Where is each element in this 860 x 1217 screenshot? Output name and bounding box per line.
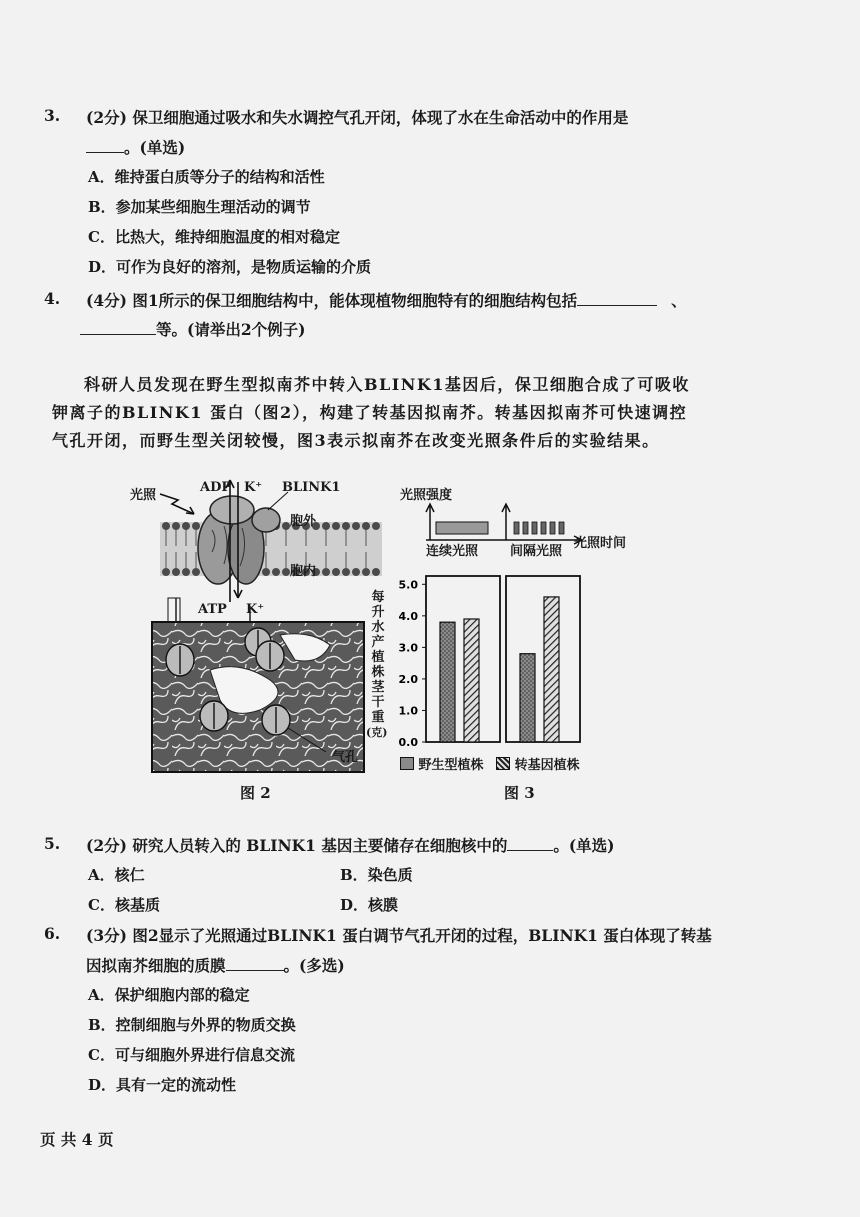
page-footer: 页 共 4 页 [40, 1130, 114, 1149]
q5-stem: (2分) 研究人员转入的 BLINK1 基因主要储存在细胞核中的 [86, 836, 508, 855]
answer-blank [226, 956, 284, 971]
q5-stem-line [86, 834, 615, 856]
q5-option-c: C．核基质 [88, 896, 160, 914]
q6-option-b: B．控制细胞与外界的物质交换 [88, 1016, 296, 1034]
q4-stem: (4分) 图1所示的保卫细胞结构中，能体现植物细胞特有的细胞结构包括 [86, 291, 578, 310]
light-intensity-label: 光照强度 [400, 488, 453, 503]
figure-2-caption: 图 2 [240, 784, 271, 802]
y-label-char: 重 [371, 710, 385, 725]
q6-tail: 。(多选) [283, 956, 345, 975]
legend-wild-type: 野生型植株 [418, 758, 484, 773]
panel-frame-1 [426, 576, 500, 742]
y-label-char: 茎 [371, 680, 385, 695]
y-label-char: 水 [371, 620, 385, 635]
y-tick-label: 0.0 [398, 736, 418, 749]
label-k-out: K⁺ [244, 480, 263, 495]
q3-tail: 。(单选) [124, 138, 186, 157]
label-atp: ATP [198, 602, 227, 617]
bar-transgenic-1 [464, 619, 479, 742]
q6-stem-line-2 [86, 954, 345, 976]
legend-swatch-wild [400, 757, 414, 770]
answer-blank [80, 320, 156, 335]
y-tick-label: 1.0 [398, 704, 418, 718]
q6-number: 6. [44, 924, 61, 943]
y-label-char: 产 [371, 635, 385, 650]
answer-blank [507, 836, 553, 851]
condition-intermittent: 间隔光照 [510, 544, 563, 559]
q4-answer-line [80, 318, 305, 340]
passage-line-3: 气孔开闭，而野生型关闭较慢，图3表示拟南芥在改变光照条件后的实验结果。 [52, 431, 660, 450]
light-time-label: 光照时间 [574, 536, 627, 551]
q3-number: 3. [44, 106, 61, 125]
bar-wild-type-2 [520, 654, 535, 742]
q3-stem: (2分) 保卫细胞通过吸水和失水调控气孔开闭，体现了水在生命活动中的作用是 [86, 108, 629, 127]
q6-stem-1: (3分) 图2显示了光照通过BLINK1 蛋白调节气孔开闭的过程，BLINK1 蛋白体现了转基 [86, 926, 712, 945]
q5-tail: 。(单选) [553, 836, 615, 855]
label-light: 光照 [130, 488, 157, 503]
q5-option-d: D．核膜 [340, 896, 399, 914]
q3-option-a: A．维持蛋白质等分子的结构和活性 [88, 168, 325, 186]
q4-stem-line [86, 289, 687, 311]
q5-option-b: B．染色质 [340, 866, 413, 884]
label-k-in: K⁺ [246, 602, 265, 617]
y-tick-label: 3.0 [398, 641, 418, 655]
answer-blank [86, 138, 124, 153]
y-tick-label: 4.0 [398, 609, 418, 623]
y-label-char: 株 [371, 665, 385, 680]
passage-line-2: 钾离子的BLINK1 蛋白（图2），构建了转基因拟南芥。转基因拟南芥可快速调控 [52, 403, 688, 422]
figure-3-bar-chart [384, 570, 584, 752]
passage-line-1: 科研人员发现在野生型拟南芥中转入BLINK1基因后，保卫细胞合成了可吸收 [84, 375, 690, 394]
y-label-char: 升 [371, 605, 385, 620]
label-outside: 胞外 [290, 514, 317, 529]
q4-tail: 等。(请举出2个例子) [156, 320, 306, 339]
q6-option-a: A．保护细胞内部的稳定 [88, 986, 250, 1004]
y-label-char: 植 [371, 650, 385, 665]
y-label-char: 每 [371, 590, 385, 605]
q6-option-d: D．具有一定的流动性 [88, 1076, 237, 1094]
condition-continuous: 连续光照 [426, 544, 479, 559]
answer-blank [577, 291, 657, 306]
panel-frame-2 [506, 576, 580, 742]
figure-2-diagram [120, 470, 390, 780]
q3-answer-line [86, 136, 185, 158]
q4-number: 4. [44, 289, 61, 308]
label-inside: 胞内 [290, 564, 317, 579]
y-tick-label: 2.0 [398, 672, 418, 686]
label-adp: ADP [200, 480, 232, 495]
q3-option-d: D．可作为良好的溶剂，是物质运输的介质 [88, 258, 372, 276]
q6-option-c: C．可与细胞外界进行信息交流 [88, 1046, 295, 1064]
bar-transgenic-2 [544, 597, 559, 742]
light-arrow [160, 494, 194, 514]
q6-stem-2: 因拟南芥细胞的质膜 [86, 956, 226, 975]
y-label-unit: (克) [366, 726, 388, 739]
label-blink1: BLINK1 [282, 480, 341, 495]
chart-legend [400, 754, 580, 773]
q5-option-a: A．核仁 [88, 866, 145, 884]
y-tick-label: 5.0 [398, 578, 418, 592]
q5-number: 5. [44, 834, 61, 853]
q4-separator: 、 [671, 291, 687, 310]
figure-3-caption: 图 3 [504, 784, 535, 802]
legend-swatch-transgenic [496, 757, 510, 770]
bar-wild-type-1 [440, 622, 455, 742]
label-stoma: 气孔 [332, 750, 359, 765]
legend-transgenic: 转基因植株 [514, 758, 580, 773]
y-label-char: 干 [371, 695, 385, 710]
q3-option-c: C．比热大，维持细胞温度的相对稳定 [88, 228, 340, 246]
q3-option-b: B．参加某些细胞生理活动的调节 [88, 198, 311, 216]
